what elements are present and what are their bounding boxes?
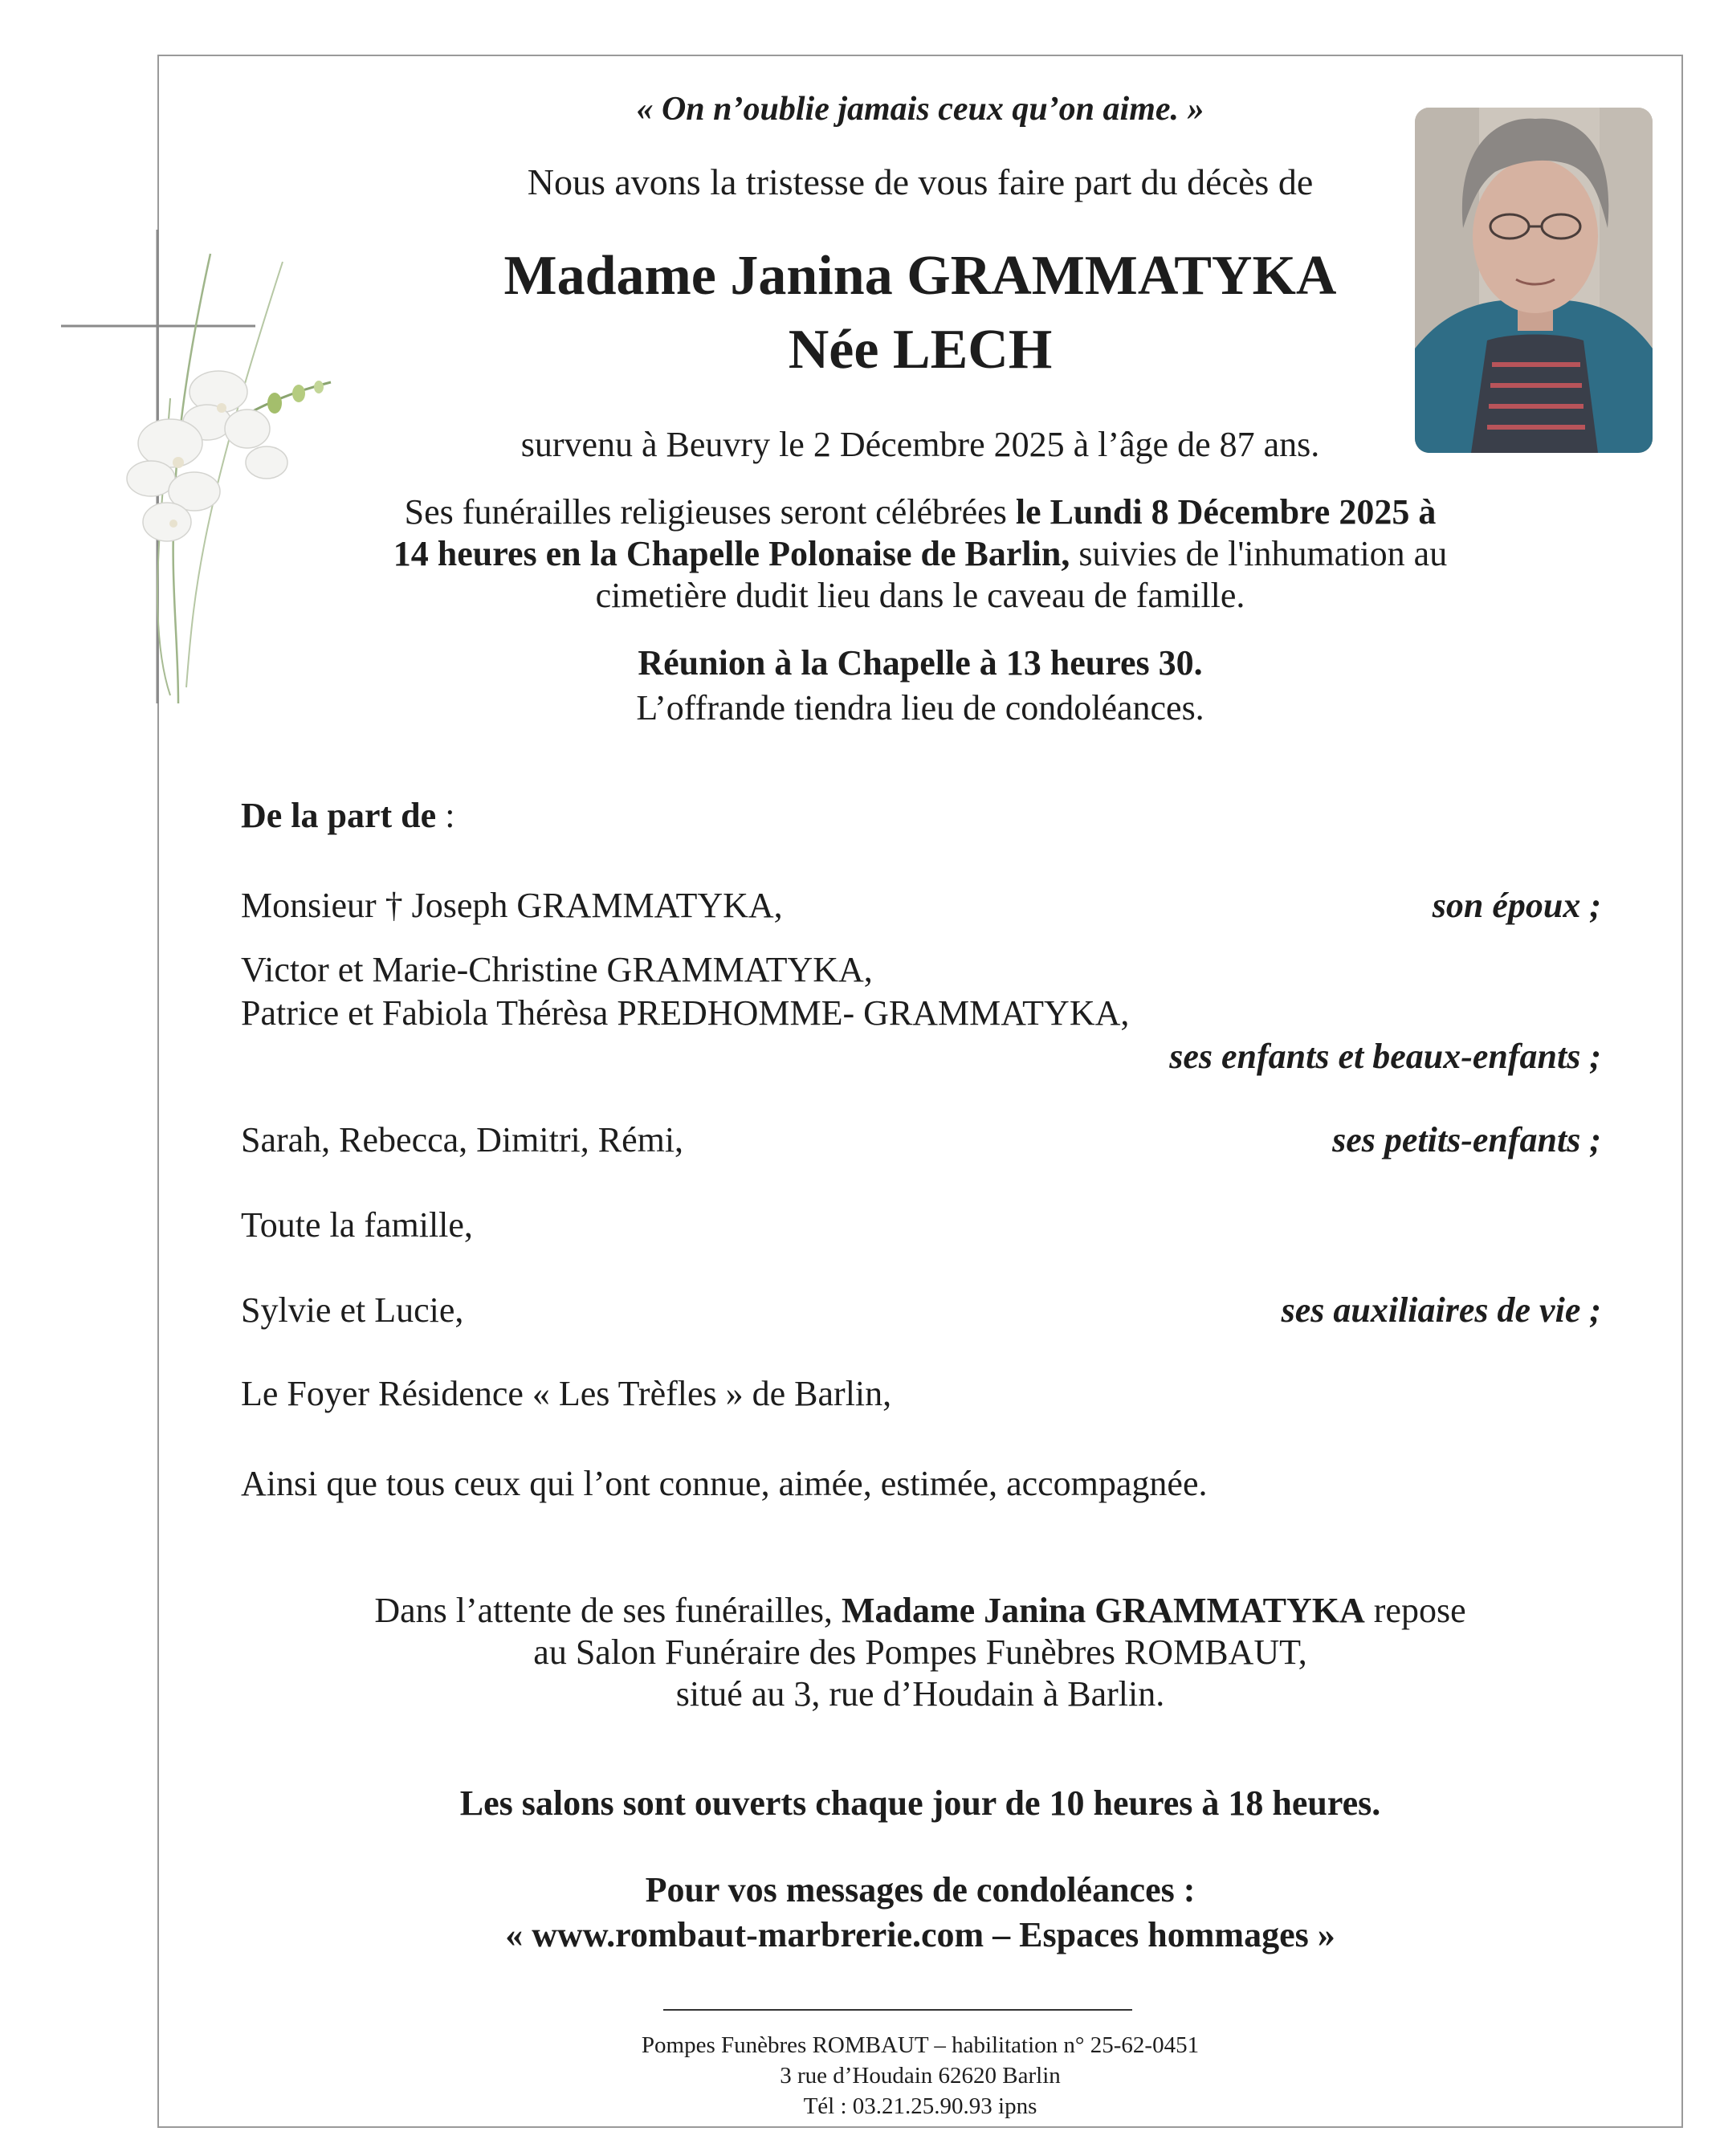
deceased-name: Madame Janina GRAMMATYKA: [503, 245, 1337, 307]
death-details: survenu à Beuvry le 2 Décembre 2025 à l’âge de 87 ans.: [520, 425, 1320, 464]
family-member: Sylvie et Lucie,: [241, 1290, 464, 1330]
opening-quote: « On n’oublie jamais ceux qu’on aime. »: [636, 91, 1204, 128]
family-member: Toute la famille,: [241, 1205, 473, 1245]
footer-separator: [663, 2009, 1132, 2011]
funeral-line-2: 14 heures en la Chapelle Polonaise de Barlin, suivies de l'inhumation au: [393, 534, 1448, 573]
family-member: Ainsi que tous ceux qui l’ont connue, aimée, estimée, accompagnée.: [241, 1464, 1208, 1503]
family-member: Monsieur † Joseph GRAMMATYKA,: [241, 886, 783, 925]
family-member: Sarah, Rebecca, Dimitri, Rémi,: [241, 1120, 684, 1160]
condolence-heading: Pour vos messages de condoléances :: [645, 1870, 1196, 1909]
intro-text: Nous avons la tristesse de vous faire part du décès de: [527, 161, 1314, 202]
offering-text: L’offrande tiendra lieu de condoléances.: [636, 688, 1204, 727]
opening-hours: Les salons sont ouverts chaque jour de 10 heures à 18 heures.: [459, 1783, 1381, 1823]
rest-line-1: Dans l’attente de ses funérailles, Madame Janina GRAMMATYKA repose: [374, 1591, 1466, 1630]
family-member: Le Foyer Résidence « Les Trèfles » de Barlin,: [241, 1374, 892, 1413]
family-relation: son époux ;: [1432, 886, 1601, 925]
from-heading: De la part de :: [241, 796, 455, 835]
maiden-name: Née LECH: [788, 319, 1053, 381]
rest-line-3: situé au 3, rue d’Houdain à Barlin.: [675, 1674, 1165, 1714]
footer-company: Pompes Funèbres ROMBAUT – habilitation n° 25-62-0451: [641, 2032, 1200, 2058]
family-member: Patrice et Fabiola Thérèsa PREDHOMME- GRAMMATYKA,: [241, 993, 1130, 1033]
funeral-line-1: Ses funérailles religieuses seront célébrées le Lundi 8 Décembre 2025 à: [404, 492, 1437, 532]
rest-line-2: au Salon Funéraire des Pompes Funèbres ROMBAUT,: [533, 1632, 1307, 1672]
family-relation: ses petits-enfants ;: [1332, 1120, 1601, 1160]
family-relation: ses enfants et beaux-enfants ;: [1169, 1037, 1601, 1076]
footer-address: 3 rue d’Houdain 62620 Barlin: [780, 2063, 1061, 2089]
reunion-text: Réunion à la Chapelle à 13 heures 30.: [638, 643, 1203, 683]
funeral-line-3: cimetière dudit lieu dans le caveau de famille.: [595, 576, 1245, 615]
family-member: Victor et Marie-Christine GRAMMATYKA,: [241, 950, 873, 989]
family-relation: ses auxiliaires de vie ;: [1281, 1290, 1601, 1330]
condolence-website: « www.rombaut-marbrerie.com – Espaces hommages »: [505, 1915, 1335, 1954]
footer-phone: Tél : 03.21.25.90.93 ipns: [803, 2093, 1037, 2119]
